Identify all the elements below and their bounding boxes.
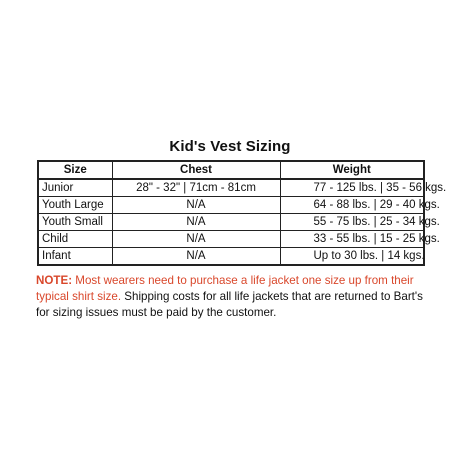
note-shipping-text: Shipping costs for all life jackets that are returned to Bart's for sizing issues must be paid by the customer.: [36, 290, 423, 319]
table-row: [38, 197, 424, 214]
chest-cell: N/A: [112, 197, 280, 214]
note-warning: Most wearers need to purchase a life jacket one size up from their typical shirt size.: [36, 274, 414, 303]
header-size: Size: [38, 161, 112, 179]
chest-cell: 28" - 32" | 71cm - 81cm: [112, 179, 280, 197]
vest-sizing-sheet: [36, 138, 447, 321]
table-row: [38, 231, 424, 248]
chest-cell: N/A: [112, 231, 280, 248]
weight-cell: 33 - 55 lbs. | 15 - 25 kgs.: [280, 231, 424, 248]
chart-title: Kid's Vest Sizing: [169, 138, 291, 155]
table-header: [38, 161, 424, 179]
size-cell: Infant: [38, 248, 112, 266]
header-chest: Chest: [112, 161, 280, 179]
weight-cell: Up to 30 lbs. | 14 kgs.: [280, 248, 424, 266]
note-label: NOTE:: [36, 274, 73, 287]
size-cell: Youth Small: [38, 214, 112, 231]
weight-cell: 77 - 125 lbs. | 35 - 56 kgs.: [280, 179, 424, 197]
chest-cell: N/A: [112, 248, 280, 266]
table-row: [38, 179, 424, 197]
header-row: [38, 161, 424, 179]
sizing-note: [36, 273, 426, 321]
chest-cell: N/A: [112, 214, 280, 231]
table-row: [38, 214, 424, 231]
weight-cell: 55 - 75 lbs. | 25 - 34 kgs.: [280, 214, 424, 231]
weight-cell: 64 - 88 lbs. | 29 - 40 kgs.: [280, 197, 424, 214]
table-body: [38, 179, 447, 265]
header-weight: Weight: [280, 161, 424, 179]
size-cell: Junior: [38, 179, 112, 197]
size-cell: Child: [38, 231, 112, 248]
sizing-table: [37, 160, 447, 266]
table-row: [38, 248, 424, 266]
size-cell: Youth Large: [38, 197, 112, 214]
